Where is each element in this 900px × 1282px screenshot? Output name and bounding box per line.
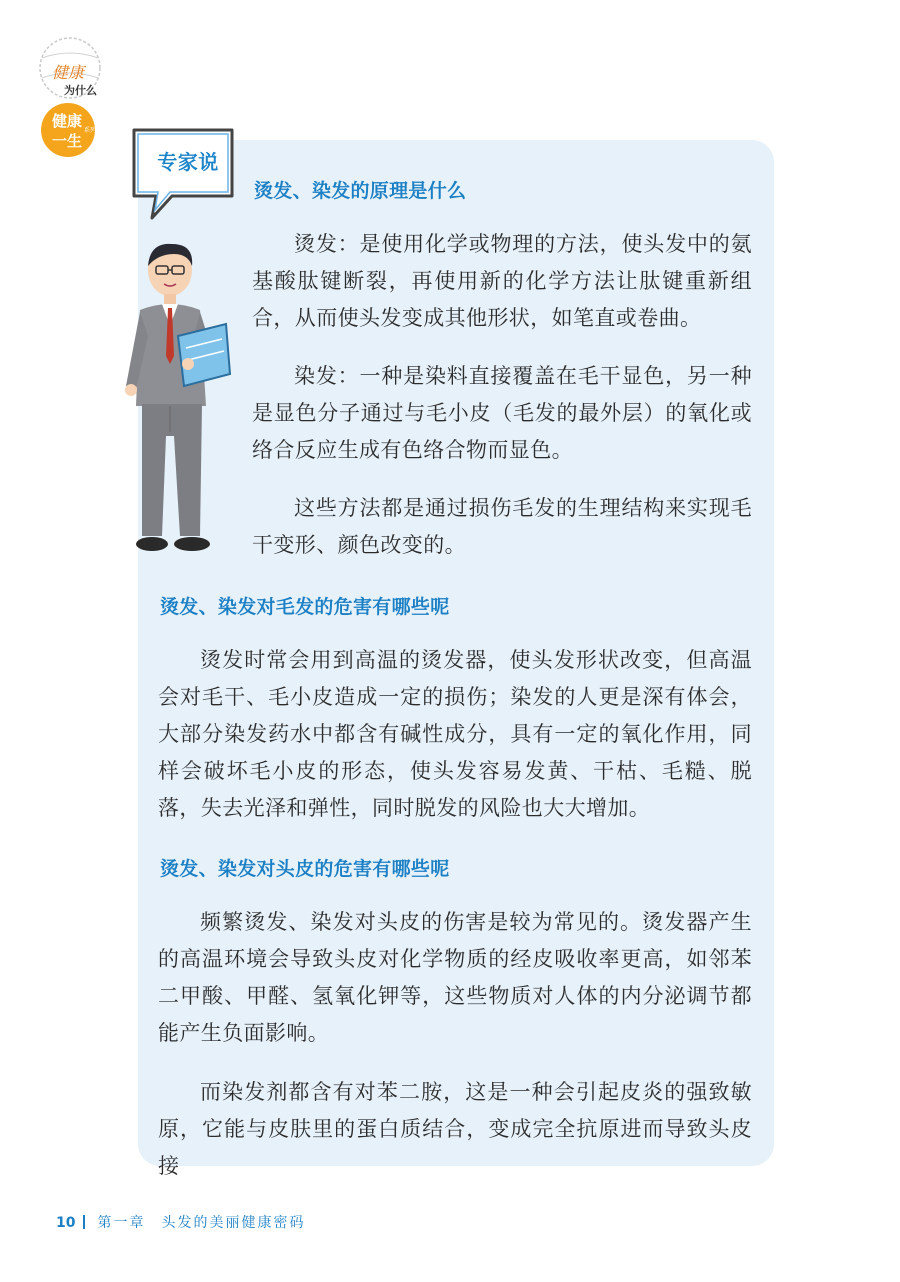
paragraph-dye: 染发：一种是染料直接覆盖在毛干显色，另一种是显色分子通过与毛小皮（毛发的最外层）的氧化或络合反应生成有色络合物而显色。: [252, 364, 752, 462]
expert-doctor-illustration: [118, 236, 236, 562]
badge-text-top: 健康: [52, 112, 83, 130]
section-heading-scalp-harm: 烫发、染发对头皮的危害有哪些呢: [160, 858, 450, 880]
page-footer: [56, 1212, 305, 1232]
paragraph-perm: 烫发：是使用化学或物理的方法，使头发中的氨基酸肽键断裂，再使用新的化学方法让肽键重新组合，从而使头发变成其他形状，如笔直或卷曲。: [252, 232, 752, 330]
section-heading-hair-harm: 烫发、染发对毛发的危害有哪些呢: [160, 596, 450, 618]
paragraph-hair-harm: 烫发时常会用到高温的烫发器，使头发形状改变，但高温会对毛干、毛小皮造成一定的损伤；染发的人更是深有体会，大部分染发药水中都含有碱性成分，具有一定的氧化作用，同样会破坏毛小皮的形态，使头发容易发黄、干枯、毛糙、脱落，失去光泽和弹性，同时脱发的风险也大大增加。: [158, 648, 752, 820]
paragraph-method: 这些方法都是通过损伤毛发的生理结构来实现毛干变形、颜色改变的。: [252, 496, 752, 557]
footer-divider: [83, 1215, 85, 1229]
page-number: 10: [56, 1215, 76, 1231]
paragraph-scalp-harm: 频繁烫发、染发对头皮的伤害是较为常见的。烫发器产生的高温环境会导致头皮对化学物质的经皮吸收率更高，如邻苯二甲酸、甲醛、氢氧化钾等，这些物质对人体的内分泌调节都能产生负面影响。: [158, 910, 752, 1045]
expert-says-label: 专家说: [157, 150, 219, 174]
logo-title-health: 健康: [52, 63, 85, 82]
series-logo: [28, 28, 128, 158]
chapter-title: 第一章 头发的美丽健康密码: [97, 1215, 306, 1231]
badge-text-small: 系列: [84, 127, 97, 134]
badge-text-bottom: 一生: [52, 132, 83, 150]
paragraph-ppd: 而染发剂都含有对苯二胺，这是一种会引起皮炎的强致敏原，它能与皮肤里的蛋白质结合，变成完全抗原进而导致头皮接: [158, 1080, 752, 1178]
section-heading-principle: 烫发、染发的原理是什么: [254, 180, 467, 202]
logo-title-why: 为什么: [64, 84, 97, 97]
